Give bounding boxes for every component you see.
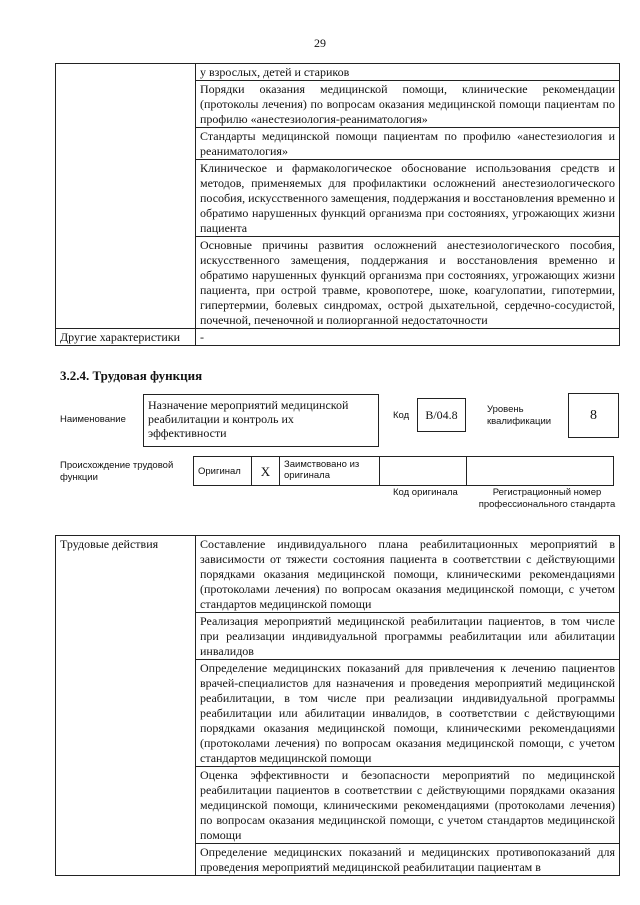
actions-label: Трудовые действия: [56, 536, 196, 876]
reg-number-field: [467, 457, 614, 486]
origin-label: Происхождение трудовой функции: [60, 460, 174, 483]
table-cell: Основные причины развития осложнений анестезиологического пособия, искусственного замещения, поддержания и восстановления временно и обратимо нарушенных функций организма при состояниях, угрожающих жизни пациента, при острой травме, кровопотере, шоке, коагулопатии, гипотермии, гипертермии, болевых синдромах, острой дыхательной, сердечно-сосудистой, почечной, печеночной и полиорганной недостаточности: [196, 237, 620, 329]
actions-table: [55, 535, 620, 876]
level-field: 8: [568, 393, 619, 438]
original-mark: X: [252, 457, 280, 486]
original-label: Оригинал: [194, 457, 252, 486]
table-cell: Составление индивидуального плана реабилитационных мероприятий в зависимости от тяжести состояния пациента в соответствии с действующими порядками оказания медицинской помощи, клиническими рекомендациями (протоколами лечения) по вопросам оказания медицинской помощи, с учетом стандартов медицинской помощи: [196, 536, 620, 613]
table-cell: Клиническое и фармакологическое обоснование использования средств и методов, применяемых для профилактики осложнений анестезиологического пособия, искусственного замещения, поддержания и восстановления временно и обратимо нарушенных функций организма при состояниях, угрожающих жизни пациента: [196, 160, 620, 237]
reg-number-label: Регистрационный номер профессионального стандарта: [478, 487, 616, 510]
knowledge-table: [55, 63, 620, 346]
table-cell: Реализация мероприятий медицинской реабилитации пациентов, в том числе при реализации индивидуальной программы реабилитации или абилитации инвалидов: [196, 613, 620, 660]
code-label: Код: [393, 410, 410, 421]
table-cell-text: Определение медицинских показаний и медицинских противопоказаний для проведения мероприятий медицинской реабилитации пациентам в: [200, 845, 615, 874]
table-cell: Оценка эффективности и безопасности мероприятий по медицинской реабилитации пациентов в соответствии с действующими порядками оказания медицинской помощи, клиническими рекомендациями (протоколами лечения) по вопросам оказания медицинской помощи, с учетом стандартов медицинской помощи: [196, 767, 620, 844]
function-name-field: Назначение мероприятий медицинской реабилитации и контроль их эффективности: [143, 394, 379, 447]
table-cell: Стандарты медицинской помощи пациентам по профилю «анестезиология и реаниматология»: [196, 128, 620, 160]
page-number: 29: [314, 36, 326, 50]
table-row: [56, 64, 620, 81]
other-characteristics-label: Другие характеристики: [56, 329, 196, 346]
table-row: [56, 329, 620, 346]
section-title: 3.2.4. Трудовая функция: [60, 368, 203, 383]
table-cell: Определение медицинских показаний для привлечения к лечению пациентов врачей-специалистов для назначения и проведения мероприятий медицинской реабилитации, в том числе при реализации индивидуальной программы реабилитации или абилитации инвалидов, в соответствии с действующими порядками оказания медицинской помощи, клиническими рекомендациями (протоколами лечения) по вопросам оказания медицинской помощи, с учетом стандартов медицинской помощи: [196, 660, 620, 767]
origin-table: [193, 456, 614, 486]
table-cell: у взрослых, детей и стариков: [196, 64, 620, 81]
code-original-field: [380, 457, 467, 486]
borrowed-label: Заимствовано из оригинала: [280, 457, 380, 486]
table-cell: [196, 844, 620, 876]
code-field: В/04.8: [417, 398, 466, 432]
row-label-empty: [56, 64, 196, 329]
code-original-label: Код оригинала: [393, 487, 458, 498]
other-characteristics-value: -: [196, 329, 620, 346]
table-cell: Порядки оказания медицинской помощи, клинические рекомендации (протоколы лечения) по вопросам оказания медицинской помощи пациентам по профилю «анестезиология-реаниматология»: [196, 81, 620, 128]
name-label: Наименование: [60, 414, 126, 425]
level-label: Уровень квалификации: [487, 404, 552, 427]
table-row: [56, 536, 620, 613]
